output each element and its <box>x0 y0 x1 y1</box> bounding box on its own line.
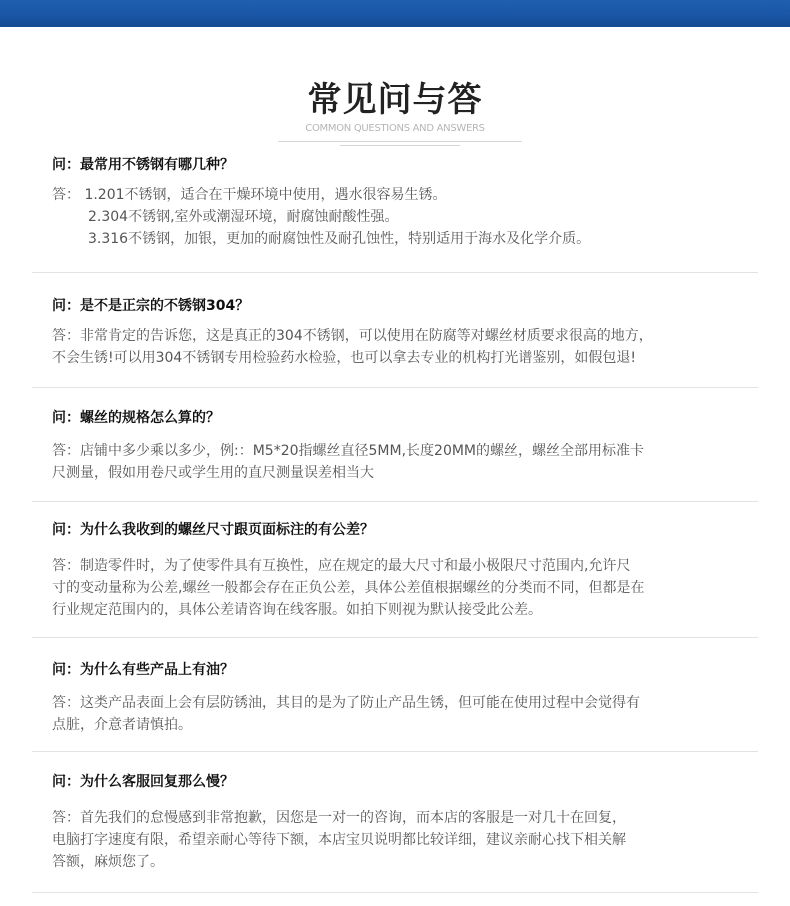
faq-item <box>52 155 742 250</box>
answer-line: 电脑打字速度有限，希望亲耐心等待下额，本店宝贝说明都比较详细，建议亲耐心找下相关解 <box>52 832 626 848</box>
faq-item <box>52 296 742 369</box>
answer-line: 点脏，介意者请慎拍。 <box>52 717 192 733</box>
faq-answer <box>52 325 742 369</box>
faq-answer <box>52 184 742 250</box>
answer-line: 2.304不锈钢,室外或潮湿环境，耐腐蚀耐酸性强。 <box>88 209 399 225</box>
answer-line: 行业规定范围内的，具体公差请咨询在线客服。如拍下则视为默认接受此公差。 <box>52 602 542 618</box>
faq-answer <box>52 555 742 621</box>
faq-answer <box>52 807 742 873</box>
answer-line: 答： 1.201不锈钢，适合在干燥环境中使用，遇水很容易生锈。 <box>52 187 447 203</box>
faq-question: 问：最常用不锈钢有哪几种？ <box>52 157 234 173</box>
answer-line: 答：首先我们的怠慢感到非常抱歉，因您是一对一的咨询，而本店的客服是一对几十在回复， <box>52 810 626 826</box>
page-header <box>0 78 790 136</box>
section-divider <box>32 387 758 388</box>
faq-item <box>52 408 742 484</box>
page-subtitle: COMMON QUESTIONS AND ANSWERS <box>305 123 485 134</box>
faq-item <box>52 520 742 621</box>
faq-question: 问：为什么客服回复那么慢？ <box>52 774 234 790</box>
faq-item <box>52 660 742 736</box>
faq-answer <box>52 692 742 736</box>
section-divider <box>32 637 758 638</box>
top-banner-bar <box>0 0 790 27</box>
answer-line: 不会生锈!可以用304不锈钢专用检验药水检验，也可以拿去专业的机构打光谱鉴别，如假包退! <box>52 350 636 366</box>
answer-line: 尺测量，假如用卷尺或学生用的直尺测量误差相当大 <box>52 465 374 481</box>
faq-item <box>52 772 742 873</box>
faq-question: 问：是不是正宗的不锈钢304？ <box>52 298 250 314</box>
section-divider <box>32 501 758 502</box>
answer-line: 答：非常肯定的告诉您，这是真正的304不锈钢，可以使用在防腐等对螺丝材质要求很高的地方， <box>52 328 653 344</box>
section-divider <box>32 272 758 273</box>
faq-answer <box>52 440 742 484</box>
answer-line: 答额，麻烦您了。 <box>52 854 164 870</box>
faq-question: 问：为什么我收到的螺丝尺寸跟页面标注的有公差？ <box>52 522 374 538</box>
answer-line: 3.316不锈钢，加银，更加的耐腐蚀性及耐孔蚀性，特别适用于海水及化学介质。 <box>88 231 591 247</box>
title-underline <box>278 141 522 142</box>
title-underline-inner <box>340 145 460 146</box>
answer-line: 答：这类产品表面上会有层防锈油，其目的是为了防止产品生锈，但可能在使用过程中会觉得有 <box>52 695 640 711</box>
faq-question: 问：为什么有些产品上有油？ <box>52 662 234 678</box>
answer-line: 答：制造零件时，为了使零件具有互换性，应在规定的最大尺寸和最小极限尺寸范围内,允许尺 <box>52 558 631 574</box>
faq-question: 问：螺丝的规格怎么算的？ <box>52 410 220 426</box>
section-divider <box>32 892 758 893</box>
answer-line: 答：店铺中多少乘以多少，例:：M5*20指螺丝直径5MM,长度20MM的螺丝，螺丝全部用标准卡 <box>52 443 645 459</box>
section-divider <box>32 751 758 752</box>
answer-line: 寸的变动量称为公差,螺丝一般都会存在正负公差，具体公差值根据螺丝的分类而不同，但都是在 <box>52 580 645 596</box>
page-title: 常见问与答 <box>307 80 483 120</box>
